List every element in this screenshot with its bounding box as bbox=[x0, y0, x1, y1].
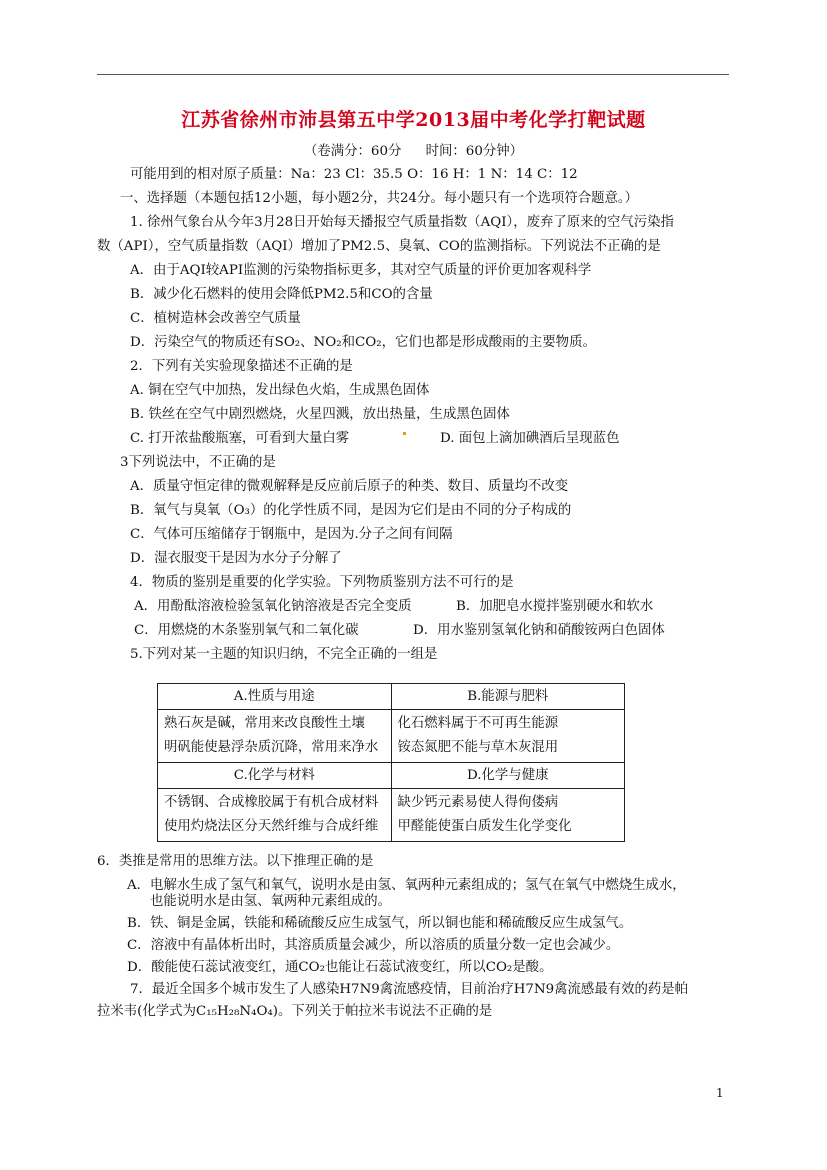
exam-time: 时间：60分钟） bbox=[425, 144, 524, 159]
q6-option-a-line2: 也能说明水是由氢、氧两种元素组成的。 bbox=[150, 894, 392, 909]
q3-option-d: D．湿衣服变干是因为水分子分解了 bbox=[130, 551, 342, 566]
q2-option-d: D. 面包上滴加碘酒后呈现蓝色 bbox=[440, 431, 620, 446]
table-row bbox=[158, 789, 625, 842]
table-cell-c bbox=[158, 789, 392, 842]
q7-stem-line2: 拉米韦(化学式为C₁₅H₂₈N₄O₄)。下列关于帕拉米韦说法不正确的是 bbox=[97, 1004, 493, 1019]
q3-option-a: A．质量守恒定律的微观解释是反应前后原子的种类、数目、质量均不改变 bbox=[130, 479, 569, 494]
q7-stem-line1: 7．最近全国多个城市发生了人感染H7N9禽流感疫情，目前治疗H7N9禽流感最有效的药是帕 bbox=[130, 982, 689, 997]
q1-option-c: C．植树造林会改善空气质量 bbox=[130, 311, 301, 326]
table-row bbox=[158, 763, 625, 789]
q3-option-b: B．氧气与臭氧（O₃）的化学性质不同，是因为它们是由不同的分子构成的 bbox=[130, 503, 572, 518]
table-cell-line: 铵态氮肥不能与草木灰混用 bbox=[397, 740, 559, 755]
section-heading: 一、选择题（本题包括12小题，每小题2分，共24分。每小题只有一个选项符合题意。） bbox=[120, 191, 638, 206]
table-cell-line: 缺少钙元素易使人得佝偻病 bbox=[397, 795, 559, 810]
q6-option-c: C．溶液中有晶体析出时，其溶质质量会减少，所以溶质的质量分数一定也会减少。 bbox=[127, 938, 620, 953]
q4-option-c: C．用燃烧的木条鉴别氧气和二氧化碳 bbox=[134, 623, 359, 638]
table-cell-line: 明矾能使悬浮杂质沉降，常用来净水 bbox=[164, 740, 379, 755]
table-header-d: D.化学与健康 bbox=[391, 763, 625, 789]
table-header-b: B.能源与肥料 bbox=[391, 684, 625, 710]
q1-option-a: A．由于AQI较API监测的污染物指标更多，其对空气质量的评价更加客观科学 bbox=[130, 263, 592, 278]
q2-option-a: A. 铜在空气中加热，发出绿色火焰，生成黑色固体 bbox=[130, 383, 430, 398]
q1-option-b: B．减少化石燃料的使用会降低PM2.5和CO的含量 bbox=[130, 287, 433, 302]
table-row bbox=[158, 684, 625, 710]
q6-option-d: D．酸能使石蕊试液变红，通CO₂也能让石蕊试液变红，所以CO₂是酸。 bbox=[127, 960, 553, 975]
atomic-masses: 可能用到的相对原子质量：Na：23 Cl：35.5 O：16 H：1 N：14 C：12 bbox=[130, 167, 578, 182]
q4-stem: 4．物质的鉴别是重要的化学实验。下列物质鉴别方法不可行的是 bbox=[130, 575, 514, 590]
table-cell-line: 不锈钢、合成橡胶属于有机合成材料 bbox=[164, 795, 379, 810]
table-row bbox=[158, 710, 625, 763]
stray-mark bbox=[403, 432, 406, 435]
full-score: （卷满分：60分 bbox=[303, 144, 402, 159]
exam-title: 江苏省徐州市沛县第五中学2013届中考化学打靶试题 bbox=[181, 109, 646, 131]
q6-option-a-line1: A．电解水生成了氢气和氧气，说明水是由氢、氧两种元素组成的；氢气在氧气中燃烧生成水， bbox=[127, 878, 686, 893]
table-cell-line: 熟石灰是碱，常用来改良酸性土壤 bbox=[164, 716, 365, 731]
q4-option-a: A．用酚酞溶液检验氢氧化钠溶液是否完全变质 bbox=[134, 599, 412, 614]
q1-stem-line2: 数（API），空气质量指数（AQI）增加了PM2.5、臭氧、CO的监测指标。下列说法不正确的是 bbox=[97, 239, 661, 254]
page-number: 1 bbox=[716, 1086, 724, 1100]
q5-stem: 5.下列对某一主题的知识归纳，不完全正确的一组是 bbox=[130, 647, 438, 662]
table-cell-d bbox=[391, 789, 625, 842]
q4-option-b: B．加肥皂水搅拌鉴别硬水和软水 bbox=[456, 599, 654, 614]
q1-stem-line1: 1. 徐州气象台从今年3月28日开始每天播报空气质量指数（AQI），废弃了原来的空气污染指 bbox=[130, 215, 674, 230]
q2-stem: 2．下列有关实验现象描述不正确的是 bbox=[130, 359, 353, 374]
q2-option-b: B. 铁丝在空气中剧烈燃烧，火星四溅，放出热量，生成黑色固体 bbox=[130, 407, 510, 422]
exam-subtitle bbox=[0, 140, 827, 159]
header-rule bbox=[97, 74, 729, 75]
q4-option-d: D．用水鉴别氢氧化钠和硝酸铵两白色固体 bbox=[413, 623, 665, 638]
table-header-c: C.化学与材料 bbox=[158, 763, 392, 789]
table-cell-b bbox=[391, 710, 625, 763]
knowledge-table bbox=[157, 683, 625, 842]
q6-option-b: B．铁、铜是金属，铁能和稀硫酸反应生成氢气，所以铜也能和稀硫酸反应生成氢气。 bbox=[127, 916, 633, 931]
q2-option-c: C. 打开浓盐酸瓶塞，可看到大量白雾 bbox=[130, 431, 350, 446]
q6-stem: 6．类推是常用的思维方法。以下推理正确的是 bbox=[97, 854, 374, 869]
table-cell-line: 化石燃料属于不可再生能源 bbox=[397, 716, 559, 731]
table-cell-line: 甲醛能使蛋白质发生化学变化 bbox=[397, 819, 572, 834]
q3-option-c: C．气体可压缩储存于钢瓶中，是因为.分子之间有间隔 bbox=[130, 527, 453, 542]
table-header-a: A.性质与用途 bbox=[158, 684, 392, 710]
table-cell-line: 使用灼烧法区分天然纤维与合成纤维 bbox=[164, 819, 379, 834]
q3-stem: 3下列说法中，不正确的是 bbox=[120, 455, 276, 470]
table-cell-a bbox=[158, 710, 392, 763]
q1-option-d: D．污染空气的物质还有SO₂、NO₂和CO₂，它们也都是形成酸雨的主要物质。 bbox=[130, 335, 596, 350]
